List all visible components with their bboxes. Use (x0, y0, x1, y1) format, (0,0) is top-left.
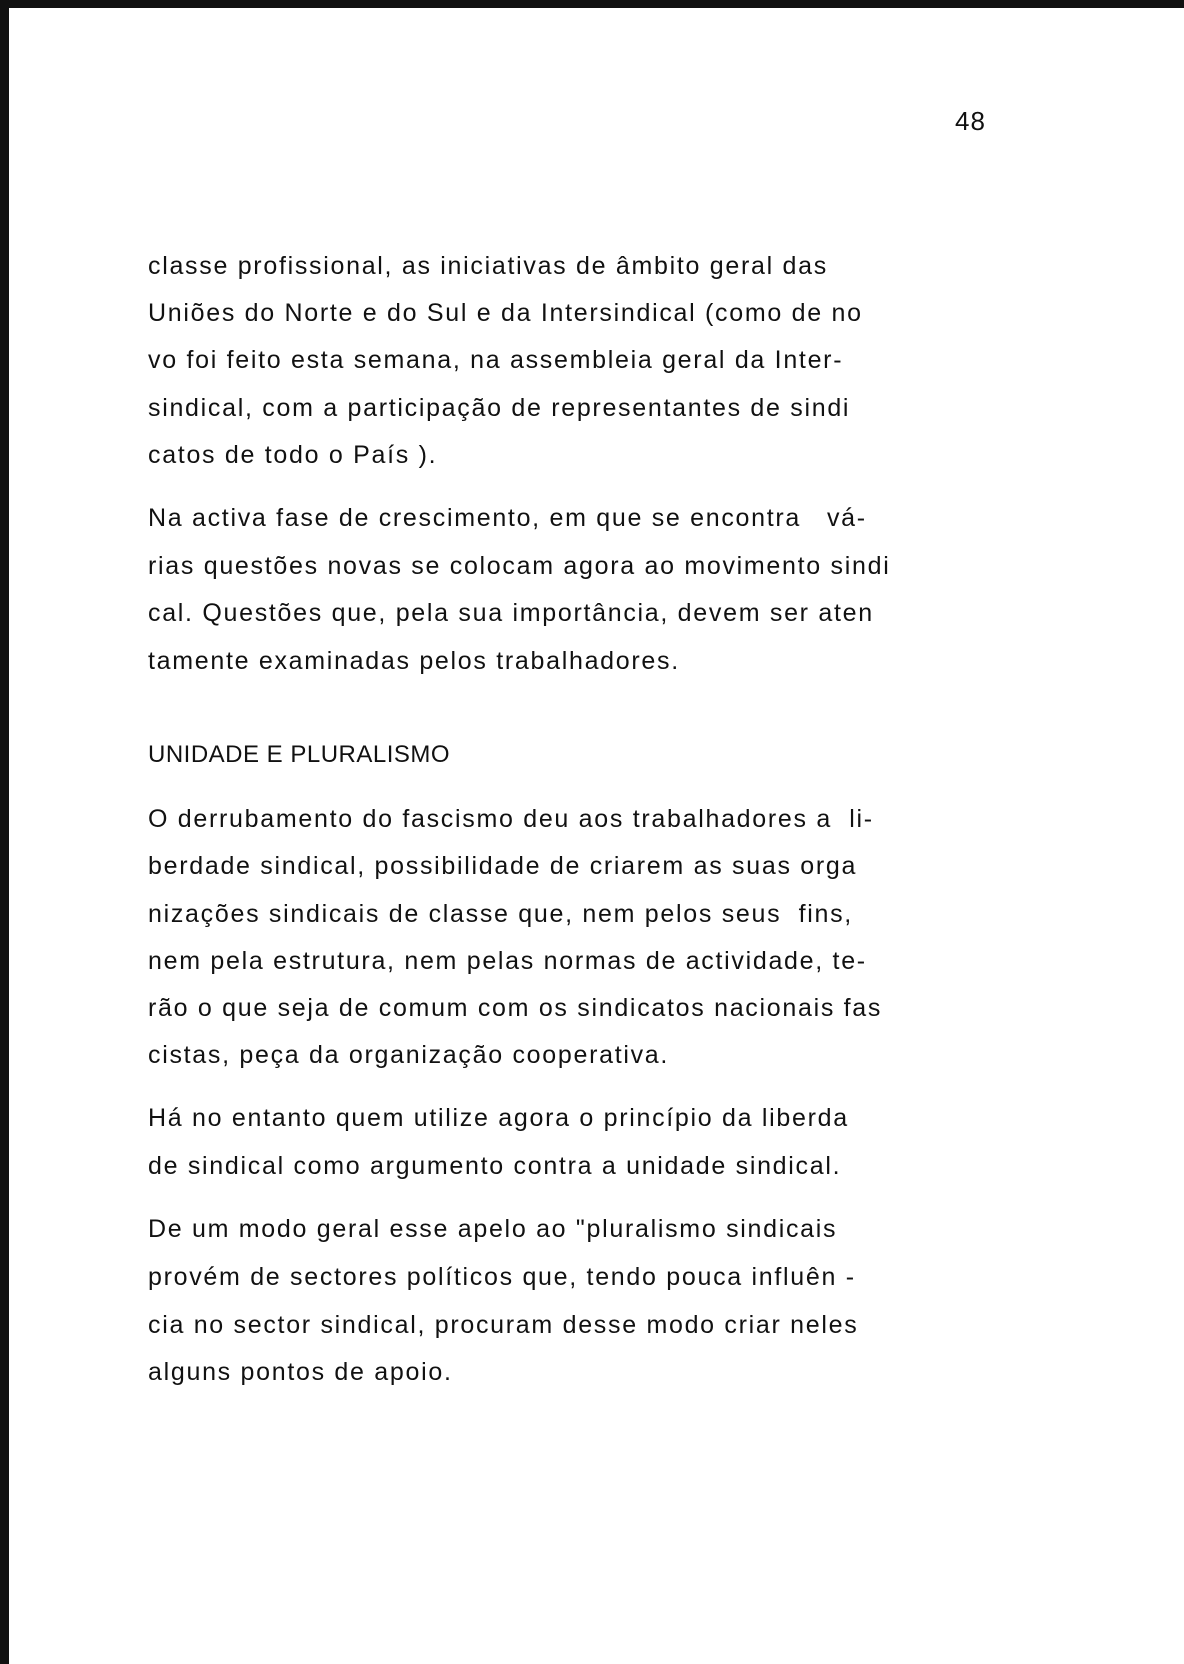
text-line: tamente examinadas pelos trabalhadores. (148, 647, 680, 675)
text-line: de sindical como argumento contra a unidade sindical. (148, 1152, 842, 1180)
text-line: cal. Questões que, pela sua importância, devem ser aten (148, 599, 874, 627)
section-heading: UNIDADE E PLURALISMO (148, 741, 451, 768)
text-line: Na activa fase de crescimento, em que se encontra vá- (148, 504, 867, 532)
text-line: O derrubamento do fascismo deu aos trabalhadores a li- (148, 805, 874, 833)
text-line: nizações sindicais de classe que, nem pelos seus fins, (148, 900, 853, 928)
text-line: rão o que seja de comum com os sindicatos nacionais fas (148, 994, 883, 1022)
text-line: vo foi feito esta semana, na assembleia geral da Inter- (148, 346, 844, 374)
text-line: alguns pontos de apoio. (148, 1358, 453, 1386)
page-number: 48 (955, 106, 986, 136)
text-line: cia no sector sindical, procuram desse modo criar neles (148, 1311, 859, 1339)
text-line: nem pela estrutura, nem pelas normas de actividade, te- (148, 947, 867, 975)
scan-edge-left (0, 0, 9, 1664)
text-line: provém de sectores políticos que, tendo pouca influên - (148, 1263, 856, 1291)
text-line: rias questões novas se colocam agora ao movimento sindi (148, 552, 891, 580)
text-line: cistas, peça da organização cooperativa. (148, 1041, 670, 1069)
text-line: catos de todo o País ). (148, 441, 438, 469)
scan-edge-top (0, 0, 1184, 8)
text-line: classe profissional, as iniciativas de âmbito geral das (148, 252, 828, 280)
text-line: sindical, com a participação de representantes de sindi (148, 394, 851, 422)
text-line: berdade sindical, possibilidade de criarem as suas orga (148, 852, 858, 880)
text-line: De um modo geral esse apelo ao "pluralismo sindicais (148, 1215, 838, 1243)
text-line: Há no entanto quem utilize agora o princípio da liberda (148, 1104, 849, 1132)
text-line: Uniões do Norte e do Sul e da Intersindical (como de no (148, 299, 863, 327)
